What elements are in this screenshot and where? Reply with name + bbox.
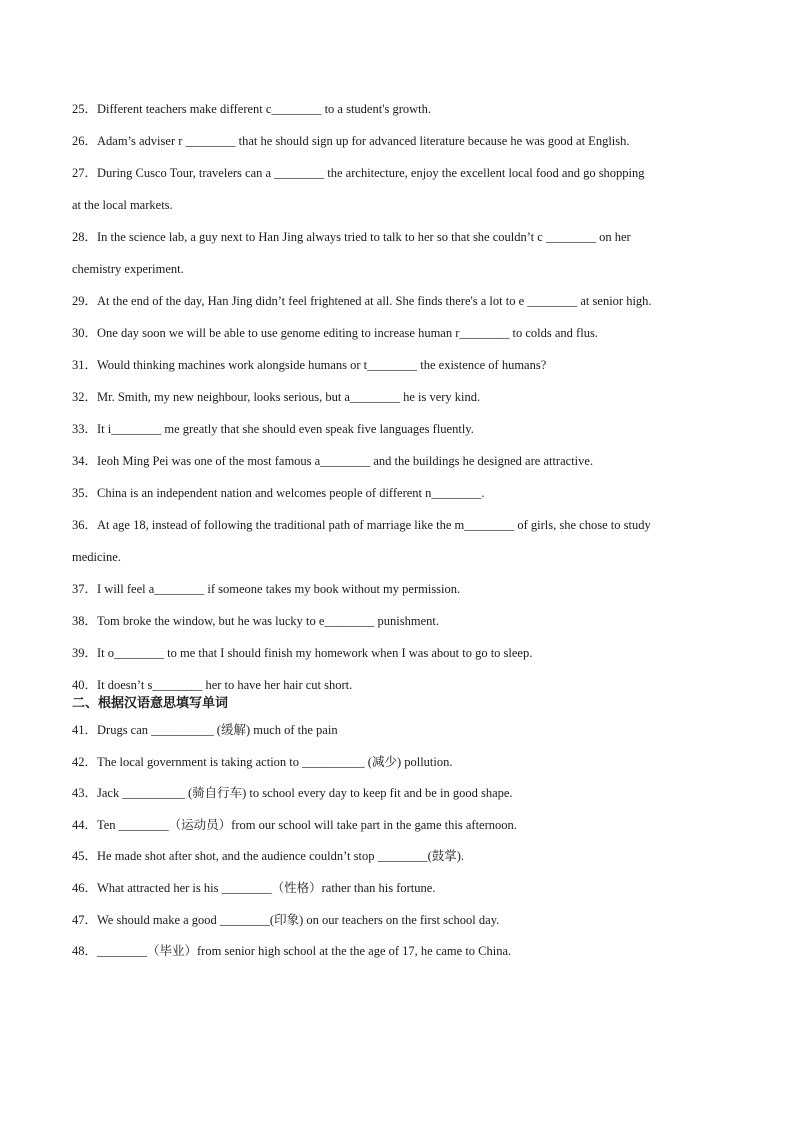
section-heading: 二、根据汉语意思填写单词 <box>72 696 229 711</box>
question-42: 42．The local government is taking action to __________ (减少) pollution. <box>72 754 453 769</box>
question-39: 39．It o________ to me that I should finish my homework when I was about to go to sleep. <box>72 646 533 660</box>
question-33: 33．It i________ me greatly that she should even speak five languages fluently. <box>72 422 474 436</box>
question-28: 28．In the science lab, a guy next to Han Jing always tried to talk to her so that she couldn’t c ________ on her <box>72 230 631 244</box>
question-36: 36．At age 18, instead of following the traditional path of marriage like the m________ of girls, she chose to study <box>72 518 651 532</box>
question-41: 41．Drugs can __________ (缓解) much of the pain <box>72 723 338 737</box>
question-48: 48．________（毕业）from senior high school at the the age of 17, he came to China. <box>72 944 512 959</box>
worksheet-page <box>72 101 732 975</box>
question-45: 45．He made shot after shot, and the audience couldn’t stop ________(鼓掌). <box>72 849 465 864</box>
question-27: 27．During Cusco Tour, travelers can a ________ the architecture, enjoy the excellent local food and go shopping <box>72 166 645 180</box>
question-30: 30．One day soon we will be able to use genome editing to increase human r________ to colds and flus. <box>72 326 598 340</box>
question-31: 31．Would thinking machines work alongside humans or t________ the existence of humans? <box>72 358 547 372</box>
question-37: 37．I will feel a________ if someone takes my book without my permission. <box>72 582 461 596</box>
question-26: 26．Adam’s adviser r ________ that he should sign up for advanced literature because he was good at English. <box>72 134 630 148</box>
question-32: 32．Mr. Smith, my new neighbour, looks serious, but a________ he is very kind. <box>72 390 481 404</box>
question-35: 35．China is an independent nation and welcomes people of different n________. <box>72 486 485 500</box>
question-36-continued: medicine. <box>72 550 121 564</box>
question-46: 46．What attracted her is his ________（性格）rather than his fortune. <box>72 880 436 895</box>
question-29: 29．At the end of the day, Han Jing didn’t feel frightened at all. She finds there's a lot to e ________ at senior high. <box>72 294 652 308</box>
question-44: 44．Ten ________（运动员）from our school will take part in the game this afternoon. <box>72 817 517 832</box>
question-27-continued: at the local markets. <box>72 198 173 212</box>
fill-in-section <box>72 101 732 693</box>
question-47: 47．We should make a good ________(印象) on our teachers on the first school day. <box>72 912 500 927</box>
translation-section <box>72 722 732 959</box>
question-28-continued: chemistry experiment. <box>72 262 184 276</box>
question-25: 25．Different teachers make different c________ to a student's growth. <box>72 102 431 116</box>
question-40: 40．It doesn’t s________ her to have her hair cut short. <box>72 678 353 692</box>
question-34: 34．Ieoh Ming Pei was one of the most famous a________ and the buildings he designed are attractive. <box>72 454 594 468</box>
question-43: 43．Jack __________ (骑自行车) to school every day to keep fit and be in good shape. <box>72 786 513 801</box>
question-38: 38．Tom broke the window, but he was lucky to e________ punishment. <box>72 614 440 628</box>
